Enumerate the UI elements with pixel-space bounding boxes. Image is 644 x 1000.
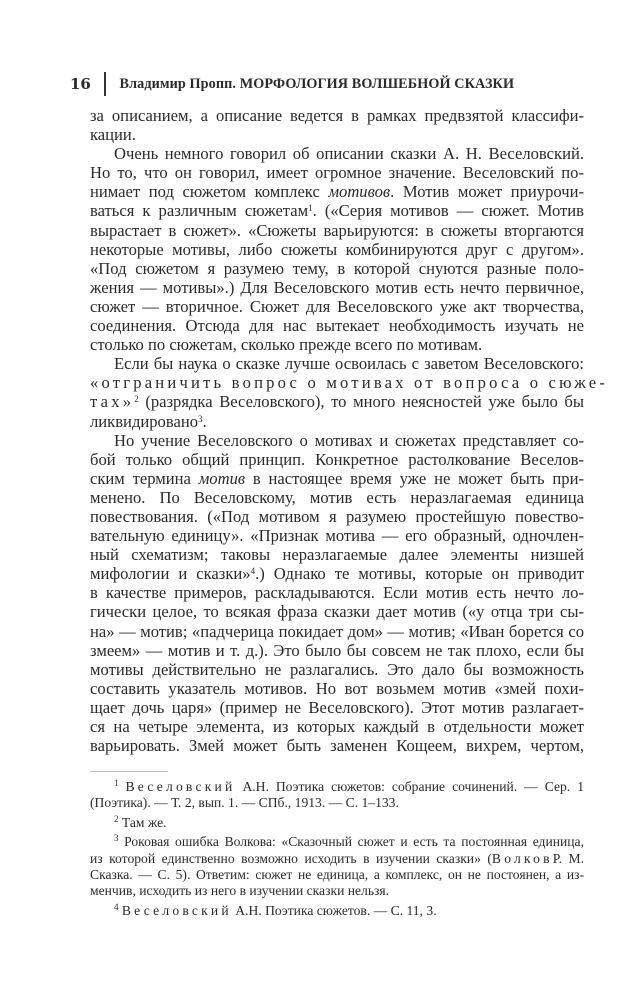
text-run: Очень немного говорил об описании сказки А. Н. Веселовский. — [114, 144, 584, 164]
text-run: Волков — [491, 850, 553, 866]
text-run: тах» — [90, 392, 135, 412]
text-line — [90, 545, 584, 564]
text-run: столько по сюжетам, сколько прежде всего по мотивам. — [90, 335, 483, 355]
text-run: Там же. — [118, 814, 167, 830]
text-line — [90, 354, 584, 373]
footnote-line — [90, 883, 584, 899]
text-run: Веселовский — [125, 779, 236, 794]
text-line — [90, 641, 584, 660]
text-run: ный схематизм; таковы неразлагаемые далее элементы низшей — [90, 545, 584, 565]
footnote-line — [90, 795, 584, 811]
text-run: мотивов — [328, 182, 391, 202]
text-run: Но учение Веселовского о мотивах и сюжетах представляет со- — [114, 430, 584, 450]
footnote-marker: 2 — [114, 813, 119, 824]
text-run: «отграничить вопрос о мотивах от вопроса о сюже- — [90, 373, 609, 393]
text-line — [90, 163, 584, 182]
text-run: . («Серия мотивов — сюжет. Мотив — [312, 201, 584, 221]
text-run: менено. По Веселовскому, мотив есть неразлагаемая единица — [90, 487, 584, 507]
text-run: повествования. («Под мотивом я разумею простейшую повество- — [90, 506, 584, 526]
text-run: нимает под сюжетом комплекс — [90, 182, 329, 202]
text-run: мотив — [198, 468, 246, 488]
text-run: змеем» — мотив и т. д.). Это было бы совсем не так плохо, если бы — [90, 640, 584, 660]
footnote-line — [90, 903, 584, 919]
footnote-marker: 3 — [114, 833, 119, 844]
text-run: «Под сюжетом я разумею тему, в которой снуются разные поло- — [90, 258, 584, 278]
text-line — [90, 526, 584, 545]
text-run: в качестве примеров, раскладываются. Если мотив есть нечто ло- — [90, 583, 584, 603]
page-number: 16 — [70, 75, 91, 93]
text-run: Р. М. — [552, 850, 584, 866]
text-run: щает дочь царя» (пример не Веселовского). Этот мотив разлагает- — [90, 697, 584, 717]
footnote-marker: 1 — [114, 778, 119, 788]
text-run: . Мотив может приурочи- — [390, 182, 584, 202]
text-line — [90, 259, 584, 278]
text-run: кации. — [90, 125, 136, 145]
text-line — [90, 392, 584, 411]
text-line — [90, 717, 584, 736]
footnote-marker: 4 — [114, 901, 119, 912]
header-divider — [104, 72, 106, 96]
text-line — [90, 698, 584, 717]
text-run: Сказка. — С. 5). Ответим: сюжет не единица, а комплекс, он не постоянен, а из- — [90, 866, 584, 882]
text-run: (разрядка Веселовского), то много неясностей уже было бы — [138, 392, 584, 412]
text-run: некоторые мотивы, либо сюжеты комбинируются друг с другом». — [90, 239, 584, 259]
text-run: Если бы наука о сказке лучше освоилась с заветом Веселовского: — [114, 354, 584, 374]
text-line — [90, 602, 584, 621]
text-line — [90, 622, 584, 641]
text-line — [90, 583, 584, 602]
footnote-line — [90, 815, 584, 831]
text-line — [90, 316, 584, 335]
running-title: Владимир Пропп. МОРФОЛОГИЯ ВОЛШЕБНОЙ СКАЗКИ — [119, 75, 515, 92]
text-run: сюжет — вторичное. Сюжет для Веселовского уже акт творчества, — [90, 296, 584, 316]
text-line — [90, 412, 584, 431]
text-line — [90, 221, 584, 240]
text-line — [90, 450, 584, 469]
text-line — [90, 297, 584, 316]
footnote-line — [90, 851, 584, 867]
running-header — [70, 72, 514, 96]
text-run: соединения. Отсюда для нас вытекает необходимость изучать не — [90, 316, 584, 336]
footnotes — [90, 779, 584, 919]
text-run: мифологии и сказки» — [90, 564, 251, 584]
text-run: в настоящее время уже не может быть при- — [245, 468, 584, 488]
text-run: менчив, исходить из него в изучении сказки нельзя. — [90, 883, 390, 899]
text-line — [90, 240, 584, 259]
text-line — [90, 660, 584, 679]
footnote-marker: 1 — [308, 203, 313, 214]
text-run: за описанием, а описание ведется в рамках предвзятой классифи- — [90, 106, 584, 125]
text-run: вырастает в сюжет». «Сюжеты варьируются: в сюжеты вторгаются — [90, 220, 584, 240]
text-run: бой только общий принцип. Конкретное растолкование Веселов- — [90, 449, 584, 469]
text-run: на» — мотив; «падчерица покидает дом» — мотив; «Иван борется со — [90, 621, 584, 641]
text-run: варьировать. Змей может быть заменен Кощеем, вихрем, чертом, — [90, 736, 584, 756]
text-run: А.Н. Поэтика сюжетов: собрание сочинений. — Сер. 1 — [235, 779, 584, 794]
text-run: вательную единицу». «Признак мотива — его образный, одночлен- — [90, 526, 584, 546]
text-line — [90, 469, 584, 488]
footnote-line — [90, 867, 584, 883]
text-run: ся на четыре элемента, из которых каждый в отдельности может — [90, 717, 584, 736]
text-run: А.Н. Поэтика сюжетов. — С. 11, 3. — [231, 902, 437, 918]
footnote-marker: 2 — [134, 394, 139, 405]
text-line — [90, 278, 584, 297]
text-line — [90, 106, 584, 125]
text-run: ским термина — [90, 468, 199, 488]
text-line — [90, 125, 584, 144]
text-line — [90, 564, 584, 583]
body-text — [90, 106, 609, 756]
text-line — [90, 431, 584, 450]
footnote-marker: 3 — [198, 413, 203, 424]
text-run: составить указатель мотивов. Но вот возьмем мотив «змей похи- — [90, 678, 584, 698]
text-run: ликвидировано — [90, 411, 199, 431]
text-run: . — [202, 411, 207, 431]
text-line — [90, 201, 584, 220]
text-line — [90, 373, 609, 393]
text-run: (Поэтика). — Т. 2, вып. 1. — СПб., 1913. — С. 1–133. — [90, 795, 399, 811]
footnote-line — [90, 779, 584, 795]
text-run: из которой единственно возможно исходить в изучении сказки» ( — [90, 850, 492, 866]
text-run: Веселовский — [121, 902, 232, 918]
text-run: гически целое, то всякая фраза сказки дает мотив («у отца три сы- — [90, 602, 584, 622]
text-run: Роковая ошибка Волкова: «Сказочный сюжет и есть та постоянная единица, — [118, 834, 584, 850]
footnote-line — [90, 834, 584, 850]
text-line — [90, 335, 584, 354]
footnote-rule — [90, 771, 168, 772]
text-run: жения — мотивы».) Для Веселовского мотив есть нечто первичное, — [90, 277, 584, 297]
text-line — [90, 182, 584, 201]
text-run: ваться к различным сюжетам — [90, 201, 309, 221]
text-run: мотивы действительно не разлагались. Это дало бы возможность — [90, 659, 584, 679]
text-line — [90, 144, 584, 163]
text-line — [90, 507, 584, 526]
text-run: Но то, что он говорил, имеет огромное значение. Веселовский по- — [90, 163, 584, 183]
text-line — [90, 679, 584, 698]
footnote-marker: 4 — [250, 566, 256, 577]
text-line — [90, 488, 584, 507]
text-line — [90, 736, 584, 755]
text-run: .) Однако те мотивы, которые он приводит — [255, 564, 584, 584]
